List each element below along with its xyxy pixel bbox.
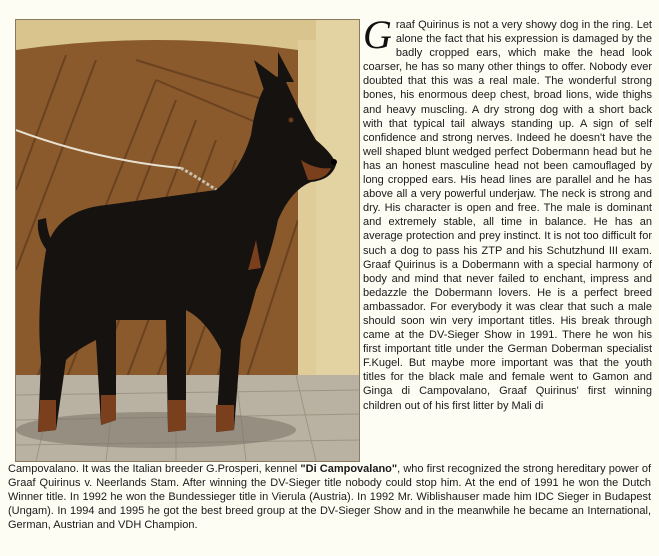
dog-photo bbox=[15, 19, 360, 462]
article-column bbox=[363, 12, 652, 413]
article-bottom-text-2: , who first recognized the strong hereditary power of Graaf Quirinus v. Neerlands Stam. After winning the DV-Sieger title nobody could stop him. At the end of 1991 he won the Dutch Winner title. In 1992 he won the Bundessieger title in Vierula (Austria). In 1992 Mr. Wiblishauser made him IDC Sieger in Budapest (Ungam). In 1994 and 1995 he got the best breed group at the DV-Sieger Show and in the meanwhile he became an International, German, Austrian and VDH Champion. bbox=[8, 463, 651, 532]
drop-cap: G bbox=[363, 12, 392, 57]
dobermann-photo-icon bbox=[16, 20, 359, 461]
kennel-name: "Di Campovalano" bbox=[300, 463, 398, 475]
article-bottom bbox=[8, 462, 651, 532]
article-column-text: raaf Quirinus is not a very showy dog in the ring. Let alone the fact that his expression is damaged by the badly cropped ears, which make the head look coarser, he has so many other things to offer. Nobody ever doubted that this was a real male. The wonderful strong bones, his enormous deep chest, broad lions, wide thighs and heavy muscling. A dry strong dog with a short back with that typical tail always standing up. A sign of self confidence and strong nerves. Indeed he doesn't have the well shaped blunt wedged perfect Dobermann head but he has an honest masculine head not been camouflaged by long cropped ears. His head lines are parallel and he has above all a very powerful underjaw. The neck is strong and dry. His character is open and free. The male is dominant and extremely stable, all time in balance. He has an average protection and prey instinct. It is not too difficult for such a dog to pass his ZTP and his Schutzhund III exam. Graaf Quirinus is a Dobermann with a special harmony of body and mind that never failed to enchant, impress and bedazzle the Dobermann lovers. He is a perfect breed ambassador. For everybody it was clear that such a male should soon win very important titles. His break through came at the DV-Sieger Show in 1991. There he won his first important title under the German Doberman specialist F.Kugel. But maybe more important was that the youth titles for the black male and female went to Gamon and Ginga di Campovalano, Graaf Quirinus' first winning children out of his first litter by Mali di bbox=[363, 19, 652, 412]
article-bottom-text-1: Campovalano. It was the Italian breeder G.Prosperi, kennel bbox=[8, 463, 301, 475]
